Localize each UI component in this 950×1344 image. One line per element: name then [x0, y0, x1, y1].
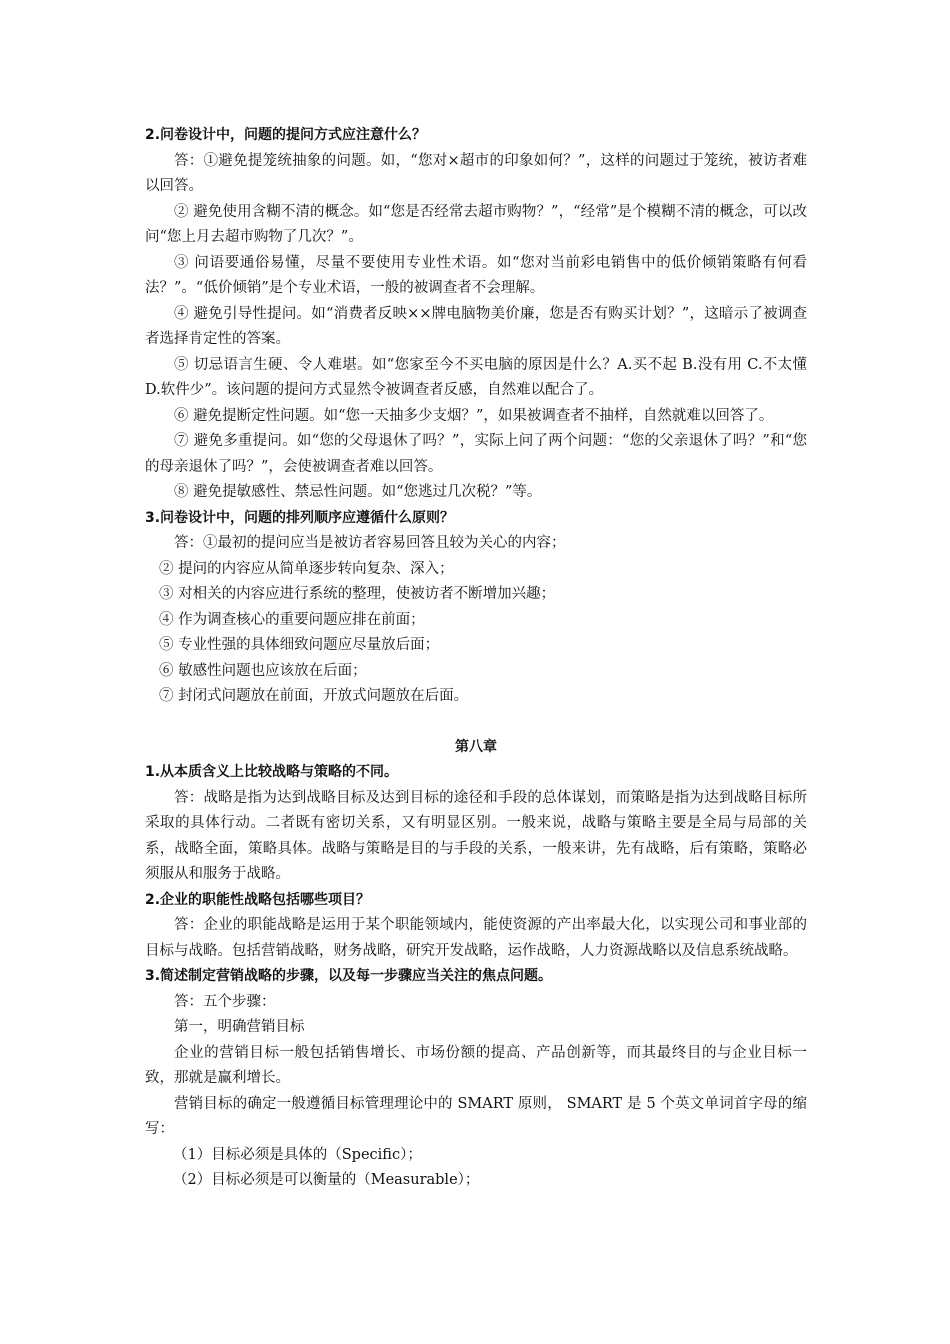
- answer-paragraph: ③ 问语要通俗易懂，尽量不要使用专业性术语。如“您对当前彩电销售中的低价倾销策略有何看法？”。“低价倾销”是个专业术语，一般的被调查者不会理解。: [145, 254, 807, 296]
- question-heading-2-ch7: 2.问卷设计中，问题的提问方式应注意什么？: [145, 127, 427, 143]
- answer-list-item: ⑥ 敏感性问题也应该放在后面；: [159, 662, 367, 679]
- answer-list-item: ⑤ 专业性强的具体细致问题应尽量放后面；: [159, 637, 440, 653]
- chapter-title: 第八章: [455, 738, 497, 755]
- answer-paragraph: ② 避免使用含糊不清的概念。如“您是否经常去超市购物？”，“经常”是个模糊不清的概念，可以改问“您上月去超市购物了几次？”。: [145, 203, 807, 245]
- answer-paragraph: 答：①避免提笼统抽象的问题。如，“您对×超市的印象如何？”，这样的问题过于笼统，被访者难以回答。: [145, 152, 807, 194]
- answer-list-item: ② 提问的内容应从简单逐步转向复杂、深入；: [159, 560, 454, 577]
- answer-list-item: ④ 作为调查核心的重要问题应排在前面；: [159, 611, 425, 628]
- answer-list-item: ⑦ 封闭式问题放在前面，开放式问题放在后面。: [159, 688, 469, 704]
- question-heading-3-ch8: 3.简述制定营销战略的步骤，以及每一步骤应当关注的焦点问题。: [145, 968, 553, 984]
- answer-paragraph: 答：①最初的提问应当是被访者容易回答且较为关心的内容；: [174, 535, 566, 551]
- question-heading-1-ch8: 1.从本质含义上比较战略与策略的不同。: [145, 764, 399, 780]
- answer-paragraph: ④ 避免引导性提问。如“消费者反映××牌电脑物美价廉，您是否有购买计划？”，这暗示了被调查者选择肯定性的答案。: [145, 305, 807, 347]
- answer-paragraph: 答：五个步骤：: [174, 993, 276, 1010]
- smart-list-item: （1）目标必须是具体的（Specific）；: [173, 1146, 422, 1163]
- answer-list-item: ③ 对相关的内容应进行系统的整理，使被访者不断增加兴趣；: [159, 586, 556, 602]
- question-heading-2-ch8: 2.企业的职能性战略包括哪些项目？: [145, 891, 371, 908]
- answer-paragraph: ⑧ 避免提敏感性、禁忌性问题。如“您逃过几次税？”等。: [174, 484, 542, 500]
- document-page: [145, 123, 807, 1194]
- answer-paragraph: 答：战略是指为达到战略目标及达到目标的途径和手段的总体谋划，而策略是指为达到战略目标所采取的具体行动。二者既有密切关系，又有明显区别。一般来说，战略与策略主要是全局与局部的关系，战略全面，策略具体。战略与策略是目的与手段的关系，一般来讲，先有战略，后有策略，策略必须服从和服务于战略。: [145, 789, 807, 882]
- question-heading-3-ch7: 3.问卷设计中，问题的排列顺序应遵循什么原则？: [145, 509, 455, 526]
- smart-list-item: （2）目标必须是可以衡量的（Measurable）；: [173, 1172, 480, 1188]
- answer-paragraph: 第一，明确营销目标: [174, 1019, 305, 1035]
- answer-paragraph: 答：企业的职能战略是运用于某个职能领域内，能使资源的产出率最大化，以实现公司和事业部的目标与战略。包括营销战略，财务战略，研究开发战略，运作战略，人力资源战略以及信息系统战略。: [145, 917, 807, 959]
- answer-paragraph: ⑦ 避免多重提问。如“您的父母退休了吗？”，实际上问了两个问题：“您的父亲退休了吗？”和“您的母亲退休了吗？”，会使被调查者难以回答。: [145, 433, 807, 475]
- answer-paragraph: ⑤ 切忌语言生硬、令人难堪。如“您家至今不买电脑的原因是什么？A.买不起 B.没有用 C.不太懂 D.软件少”。该问题的提问方式显然令被调查者反感，自然难以配合了。: [145, 356, 807, 398]
- answer-paragraph: ⑥ 避免提断定性问题。如“您一天抽多少支烟？”，如果被调查者不抽样，自然就难以回答了。: [174, 407, 774, 424]
- answer-paragraph: 营销目标的确定一般遵循目标管理理论中的 SMART 原则， SMART 是 5 个英文单词首字母的缩写：: [145, 1095, 807, 1137]
- answer-paragraph: 企业的营销目标一般包括销售增长、市场份额的提高、产品创新等，而其最终目的与企业目标一致，那就是赢利增长。: [145, 1044, 807, 1086]
